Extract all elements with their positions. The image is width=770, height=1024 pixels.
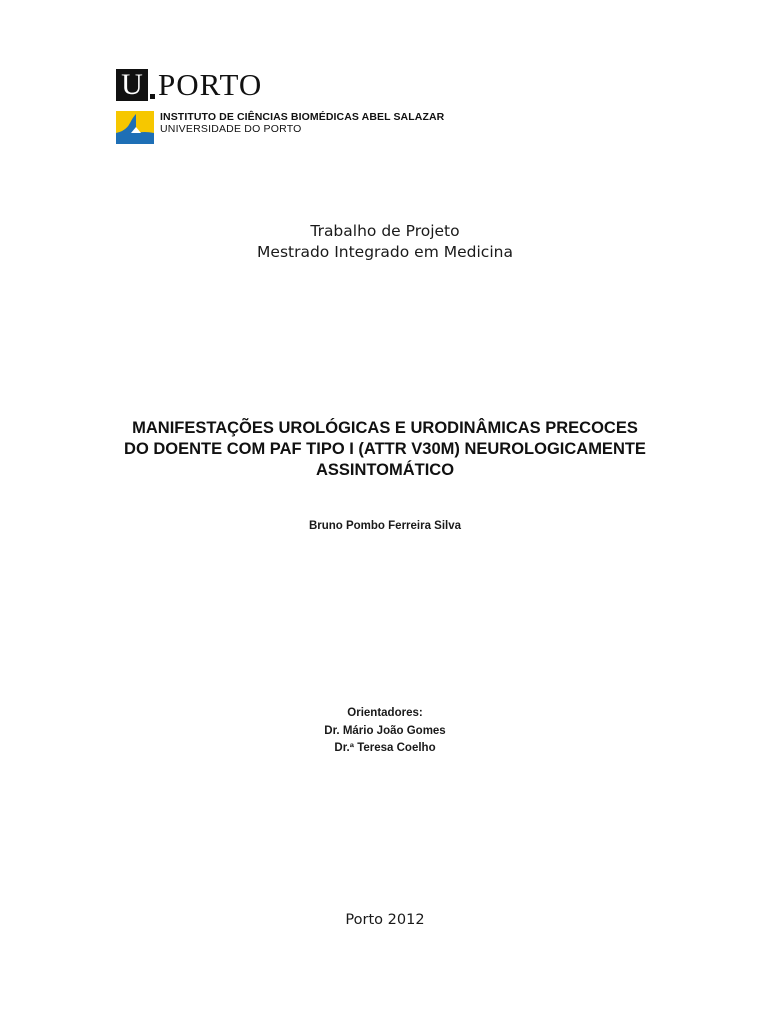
author-name: Bruno Pombo Ferreira Silva [308,520,462,532]
advisor-name: Dr.ª Teresa Coelho [334,742,436,754]
icbas-emblem-icon [116,111,154,144]
uporto-logo-u-letter: U [121,68,143,101]
document-title [0,418,770,481]
icbas-institute-name: INSTITUTO DE CIÊNCIAS BIOMÉDICAS ABEL SALAZAR [160,111,445,123]
work-type-line-2: Mestrado Integrado em Medicina [257,243,513,261]
icbas-emblem-graphic [116,111,154,144]
icbas-logo [116,111,444,144]
uporto-logo-dot [150,94,155,99]
advisors-block [0,705,770,758]
work-type [0,221,770,263]
icbas-university-name: UNIVERSIDADE DO PORTO [160,123,302,135]
uporto-logo-u-box [116,69,148,101]
uporto-logo-name: PORTO [158,67,263,102]
work-type-line-1: Trabalho de Projeto [310,222,460,240]
icbas-text [160,111,444,135]
title-line-3: ASSINTOMÁTICO [315,461,455,479]
advisors-heading: Orientadores: [347,707,423,719]
advisor-name: Dr. Mário João Gomes [324,724,446,737]
uporto-logo [116,69,262,101]
title-line-1: MANIFESTAÇÕES UROLÓGICAS E URODINÂMICAS PRECOCES [132,419,638,437]
title-line-2: DO DOENTE COM PAF TIPO I (ATTR V30M) NEUROLOGICAMENTE [124,440,646,458]
place-date: Porto 2012 [345,912,425,928]
